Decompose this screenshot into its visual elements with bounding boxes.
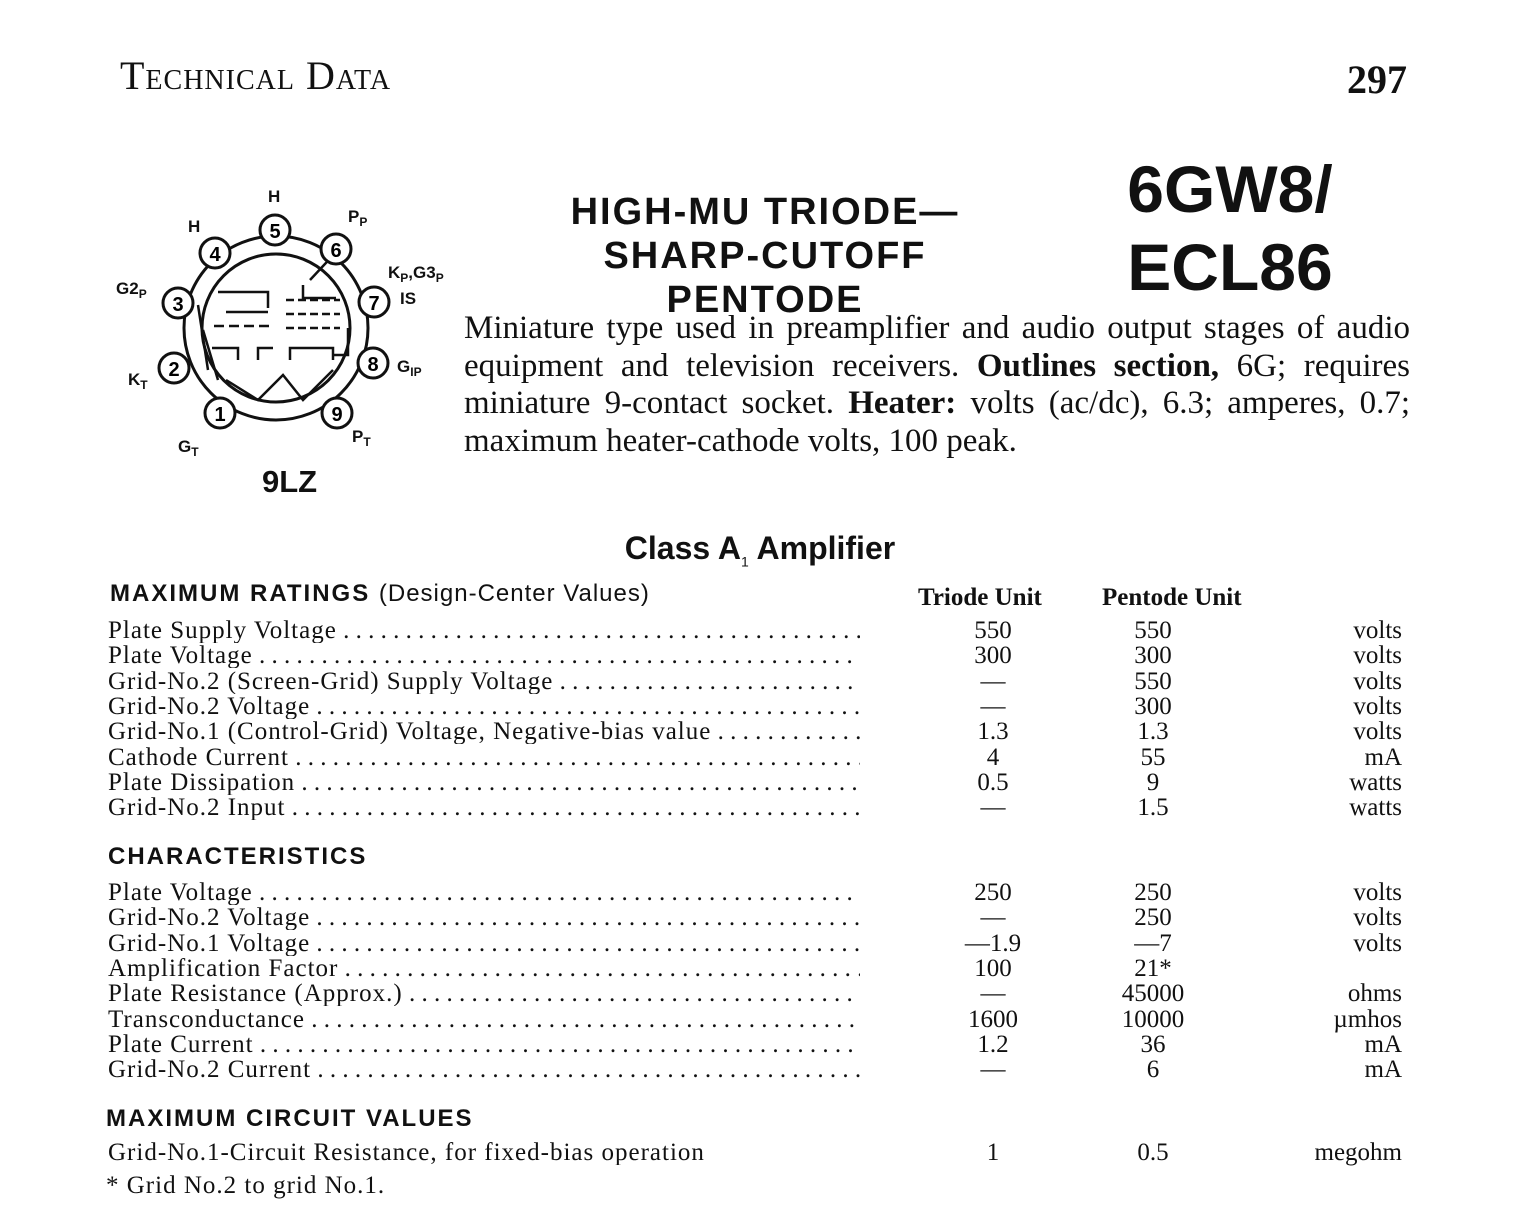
max-ratings-heading: [110, 580, 650, 608]
unit-value: volts: [1353, 929, 1402, 957]
pin-9-icon: [322, 398, 352, 428]
unit-value: watts: [1349, 794, 1402, 822]
row-label: Plate Resistance (Approx.) . . .: [108, 981, 860, 1006]
svg-text:PT: $P_T$: [352, 427, 371, 449]
svg-text:G2P: $G2_P$: [116, 279, 147, 301]
svg-text:GIP: $G_{IP}$: [397, 357, 422, 379]
row-label: Grid-No.2 (Screen-Grid) Supply Voltage . . .: [108, 669, 860, 694]
unit-value: volts: [1353, 692, 1402, 720]
table-row: [108, 956, 1408, 981]
outlines-value: 6G; requires miniature 9-contact socket.: [464, 347, 1410, 421]
table-row: [108, 981, 1408, 1006]
table-row: [108, 1140, 1408, 1165]
pentode-value: 10000: [1121, 1005, 1185, 1033]
triode-value: 250: [974, 879, 1012, 906]
pentode-value: 55: [1140, 743, 1166, 771]
row-label: Plate Dissipation . . .: [108, 770, 860, 795]
row-label: Plate Supply Voltage . . .: [108, 618, 860, 643]
pentode-value: 250: [1134, 879, 1172, 906]
unit-value: volts: [1353, 879, 1402, 906]
svg-text:2: 2: [168, 359, 180, 381]
characteristics-heading: CHARACTERISTICS: [108, 843, 368, 870]
unit-value: volts: [1353, 617, 1402, 644]
tube-model-line2: ECL86: [1127, 230, 1333, 304]
table-row: [108, 770, 1408, 795]
pin-8-icon: [358, 348, 388, 378]
pentode-value: 36: [1140, 1030, 1166, 1058]
svg-text:KP,G3P: $K_P,G3_P$: [388, 263, 444, 285]
class-heading-main: Class A: [624, 530, 741, 566]
pin-7-icon: [359, 287, 389, 317]
pentode-value: 0.5: [1137, 1139, 1169, 1166]
pentode-value: 1.3: [1137, 718, 1169, 746]
triode-value: 4: [986, 743, 1000, 771]
triode-value: —: [980, 692, 1006, 720]
pentode-value: —7: [1134, 929, 1172, 957]
pentode-value: 300: [1134, 642, 1172, 670]
pin-5-icon: [260, 215, 290, 245]
row-label: Grid-No.2 Voltage . . .: [108, 905, 860, 930]
pentode-value: 550: [1134, 617, 1172, 644]
svg-text:6: 6: [330, 240, 342, 262]
row-label: Grid-No.1 Voltage . . .: [108, 931, 860, 956]
pin-6-icon: [321, 234, 351, 264]
pentode-value: 300: [1134, 692, 1172, 720]
description-text: Miniature type used in preamplifier and audio output stages of audio equipment and television receivers.: [464, 310, 1410, 384]
svg-text:H: H: [188, 217, 201, 236]
max-circuit-heading: MAXIMUM CIRCUIT VALUES: [106, 1105, 474, 1132]
table-row: [108, 1057, 1408, 1082]
table-row: [108, 905, 1408, 930]
svg-text:KT: $K_T$: [128, 370, 148, 392]
heater-value: volts (ac/dc), 6.3; amperes, 0.7; maximum heater-cathode volts, 100 peak.: [464, 385, 1411, 459]
table-row: [108, 931, 1408, 956]
pentode-value: 550: [1134, 667, 1172, 695]
col-triode-header: Triode Unit: [918, 584, 1042, 611]
table-row: [108, 880, 1408, 905]
max-ratings-title: MAXIMUM RATINGS: [110, 580, 371, 607]
row-label: Transconductance . . .: [108, 1007, 860, 1032]
row-label: Cathode Current . . .: [108, 745, 860, 770]
unit-value: ohms: [1347, 980, 1402, 1008]
svg-text:GT: $G_T$: [178, 437, 199, 459]
triode-value: —: [980, 794, 1006, 822]
pin-2-icon: [159, 353, 189, 383]
svg-text:9: 9: [331, 404, 343, 426]
table-row: [108, 795, 1408, 820]
triode-value: —: [980, 667, 1006, 695]
row-label: Grid-No.2 Current . . .: [108, 1057, 860, 1082]
triode-value: 1.2: [977, 1030, 1009, 1058]
basing-diagram: [108, 180, 478, 470]
triode-value: —: [980, 980, 1006, 1008]
table-row: [108, 618, 1408, 643]
table-row: [108, 694, 1408, 719]
svg-text:5: 5: [269, 221, 281, 243]
svg-text:PP: $P_P$: [348, 207, 368, 229]
table-row: [108, 1032, 1408, 1057]
table-row: [108, 745, 1408, 770]
section-title: Technical Data: [120, 53, 392, 98]
pin-3-icon: [163, 288, 193, 318]
svg-text:7: 7: [368, 293, 380, 315]
svg-text:4: 4: [209, 244, 221, 266]
triode-value: 300: [974, 642, 1012, 670]
table-row: [108, 719, 1408, 744]
svg-text:IS: IS: [400, 289, 417, 308]
tube-model-line1: 6GW8/: [1127, 152, 1333, 226]
unit-value: mA: [1364, 1030, 1402, 1058]
svg-text:8: 8: [367, 354, 379, 376]
max-ratings-subtitle: (Design-Center Values): [378, 580, 650, 607]
svg-text:H: H: [268, 187, 281, 206]
pentode-value: 45000: [1121, 980, 1185, 1008]
unit-value: volts: [1353, 904, 1402, 932]
triode-value: —1.9: [964, 929, 1022, 957]
page-number: 297: [1347, 57, 1407, 102]
tube-title-line2: SHARP-CUTOFF PENTODE: [603, 235, 927, 321]
heater-label: Heater:: [848, 385, 957, 421]
unit-value: mA: [1364, 743, 1402, 771]
svg-text:3: 3: [172, 294, 184, 316]
class-heading-sub: 1: [741, 553, 749, 570]
triode-value: —: [980, 904, 1006, 932]
triode-value: 1.3: [977, 718, 1009, 746]
class-heading: [560, 530, 960, 569]
pin-circles: [159, 215, 389, 428]
pentode-value: 250: [1134, 904, 1172, 932]
row-label: Amplification Factor . . .: [108, 956, 860, 981]
pin-4-icon: [200, 238, 230, 268]
col-pentode-header: Pentode Unit: [1102, 584, 1242, 611]
triode-value: 1600: [968, 1005, 1018, 1033]
triode-value: —: [980, 1056, 1006, 1084]
triode-value: 0.5: [977, 768, 1009, 796]
unit-value: µmhos: [1333, 1005, 1402, 1033]
tube-description: [464, 310, 1410, 460]
row-label: Grid-No.1-Circuit Resistance, for fixed-bias operation: [108, 1140, 705, 1165]
unit-value: watts: [1349, 768, 1402, 796]
unit-value: volts: [1353, 642, 1402, 670]
pentode-value: 9: [1146, 768, 1160, 796]
triode-value: 550: [974, 617, 1012, 644]
table-row: [108, 643, 1408, 668]
pentode-value: 21*: [1134, 954, 1172, 982]
pentode-value: 1.5: [1137, 794, 1169, 822]
unit-value: mA: [1364, 1056, 1402, 1084]
outlines-label: Outlines section,: [976, 347, 1220, 384]
class-heading-rest: Amplifier: [748, 530, 896, 566]
svg-text:1: 1: [214, 404, 226, 426]
footnote: * Grid No.2 to grid No.1.: [106, 1172, 386, 1199]
triode-value: 100: [974, 954, 1012, 982]
tube-title-line1: HIGH-MU TRIODE—: [570, 191, 960, 233]
row-label: Grid-No.1 (Control-Grid) Voltage, Negative-bias value . . .: [108, 719, 860, 744]
triode-value: 1: [986, 1139, 1000, 1166]
tube-title: [505, 190, 1025, 322]
row-label: Grid-No.2 Input . . .: [108, 795, 860, 820]
row-label: Plate Voltage . . .: [108, 643, 860, 668]
row-label: Plate Current . . .: [108, 1032, 860, 1057]
basing-code: 9LZ: [262, 464, 318, 499]
unit-value: megohm: [1314, 1139, 1402, 1166]
pin-1-icon: [205, 398, 235, 428]
table-row: [108, 1007, 1408, 1032]
row-label: Grid-No.2 Voltage . . .: [108, 694, 860, 719]
table-row: [108, 669, 1408, 694]
tube-model: [1110, 150, 1350, 306]
pentode-value: 6: [1146, 1056, 1160, 1084]
unit-value: volts: [1353, 718, 1402, 746]
row-label: Plate Voltage . . .: [108, 880, 860, 905]
unit-value: volts: [1353, 667, 1402, 695]
